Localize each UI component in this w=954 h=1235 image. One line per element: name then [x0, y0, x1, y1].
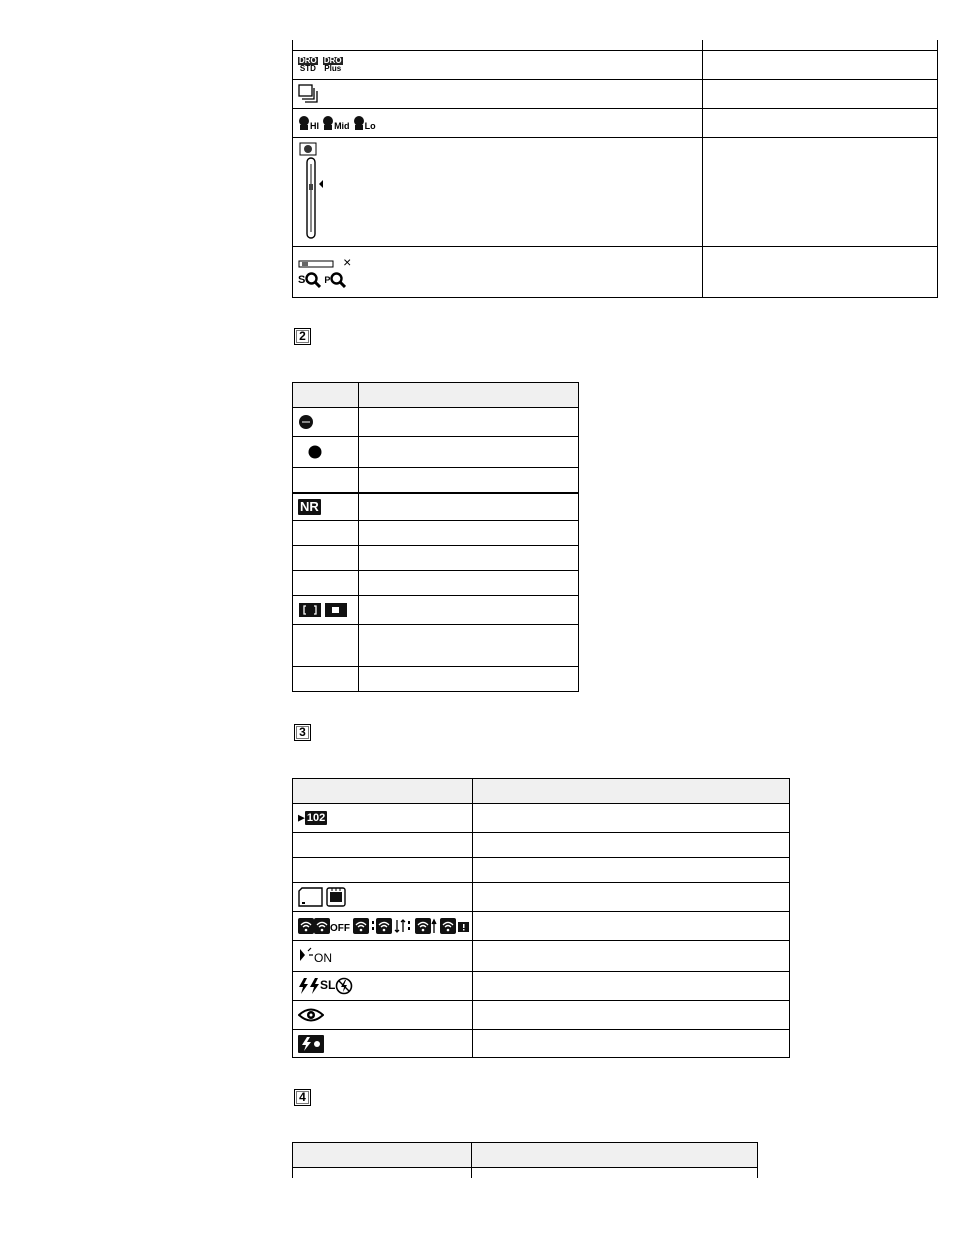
face-detection-hi-icon [298, 115, 310, 131]
exposure-scale-icon [298, 142, 328, 240]
precision-zoom-icon [330, 272, 346, 288]
flash-icon [298, 977, 320, 995]
flash-charge-icon [298, 1035, 324, 1053]
flash-off-icon [335, 977, 353, 995]
table-header-row [293, 779, 790, 804]
table-row [293, 521, 579, 546]
dro-plus-icon: DRO Plus [323, 55, 342, 73]
noise-reduction-icon: NR [300, 498, 319, 514]
table-row [293, 40, 938, 50]
table-row [293, 1030, 790, 1058]
table-row: ON [293, 941, 790, 972]
table-row [293, 667, 579, 692]
smart-zoom-icon [305, 272, 321, 288]
table-row [293, 571, 579, 596]
wifi-transfer-icon [372, 918, 412, 934]
table-row [293, 408, 579, 437]
table-header-row [293, 1143, 758, 1168]
zoom-scale-icon [298, 259, 336, 269]
dro-std-icon: DRO STD [299, 55, 317, 73]
table-row: × S P [293, 246, 938, 297]
section-number-3: 3 [294, 724, 311, 741]
face-detection-lo-icon [353, 115, 365, 131]
table-row [293, 804, 790, 833]
wifi-upload-icon [415, 918, 437, 934]
table-row: HI Mid Lo [293, 108, 938, 137]
af-illuminator-icon [298, 947, 314, 965]
section-number-4: 4 [294, 1089, 311, 1106]
section-number-2: 2 [294, 328, 311, 345]
wifi-icon [298, 918, 314, 934]
table-row [293, 79, 938, 108]
play-arrow-icon: ▶ [298, 812, 305, 823]
table-row [293, 493, 579, 521]
wifi-error-icon [440, 918, 470, 934]
table-row [293, 1168, 758, 1178]
indicator-table-1 [292, 40, 938, 298]
table-header-row [293, 383, 579, 408]
table-row [293, 625, 579, 667]
table-row [293, 833, 790, 858]
focus-indicator-icon [298, 414, 314, 430]
slow-sync-label: SL [320, 977, 336, 992]
wifi-connecting-icon [353, 918, 369, 934]
continuous-shooting-icon [298, 84, 320, 104]
table-row [293, 972, 790, 1001]
table-row [293, 468, 579, 493]
record-icon [298, 444, 324, 460]
memory-card-icon [298, 887, 348, 907]
table-row [293, 546, 579, 571]
wifi-off-icon [314, 918, 330, 934]
table-row [293, 858, 790, 883]
table-row [293, 1001, 790, 1030]
metering-mode-icon [298, 602, 348, 618]
face-detection-mid-icon [322, 115, 334, 131]
indicator-table-4 [292, 1142, 758, 1178]
table-row [293, 437, 579, 468]
table-row: OFF [293, 912, 790, 941]
folder-number-icon: 102 [306, 812, 326, 824]
table-row [293, 596, 579, 625]
indicator-table-3 [292, 778, 790, 1058]
table-row [293, 137, 938, 246]
zoom-close-mark: × [343, 254, 352, 270]
table-row [293, 883, 790, 912]
red-eye-icon [298, 1007, 324, 1023]
indicator-table-2 [292, 382, 579, 692]
table-row [293, 50, 938, 79]
